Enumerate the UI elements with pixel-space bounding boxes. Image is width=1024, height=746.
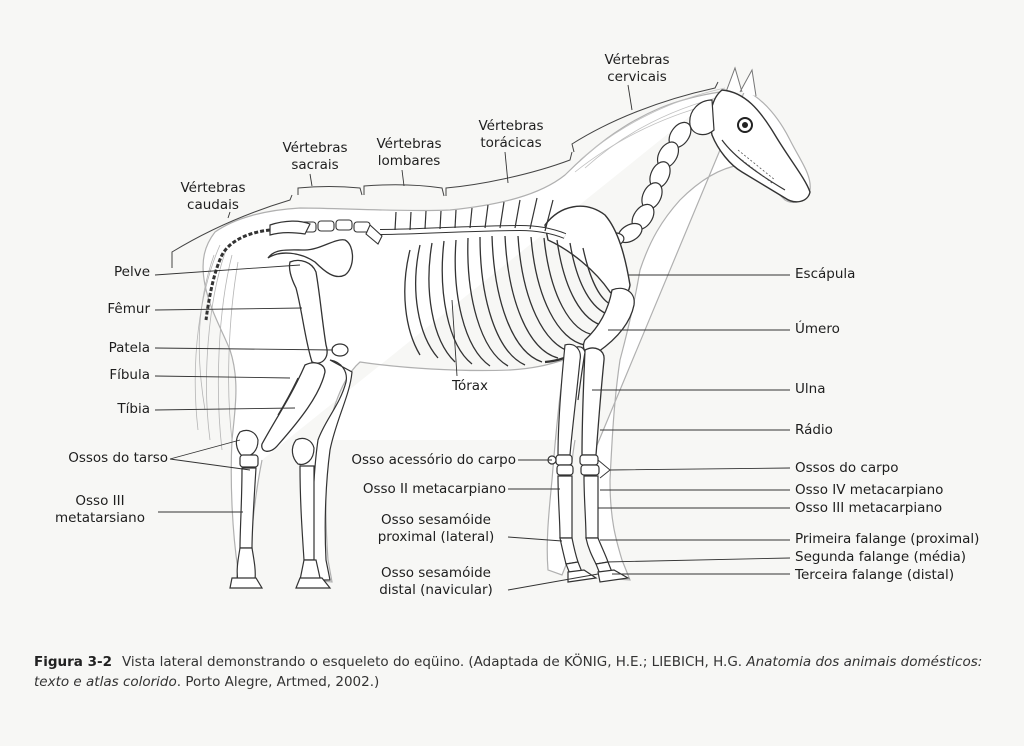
metatarsus-near — [240, 468, 256, 548]
label-osso-iii-metacarpiano: Osso III metacarpiano — [795, 500, 943, 516]
label-segunda-falange: Segunda falange (média) — [795, 549, 967, 565]
patella-bone — [332, 344, 348, 356]
label-primeira-falange: Primeira falange (proximal) — [795, 531, 980, 547]
label-terceira-falange: Terceira falange (distal) — [795, 567, 955, 583]
label-ulna: Ulna — [795, 381, 826, 397]
label-vertebras-toracicas: Vértebras torácicas — [478, 118, 544, 151]
tarsus-bones — [236, 430, 258, 467]
label-umero: Úmero — [795, 321, 840, 337]
label-pelve: Pelve — [113, 264, 150, 280]
caption-book-title: Anatomia dos animais domésticos: texto e atlas colorido — [34, 654, 983, 690]
orbit-inner — [742, 122, 748, 128]
scapula-bone — [545, 206, 630, 296]
caption-text-1: Vista lateral demonstrando o esqueleto do eqüino. (Adaptada de KÖNIG, H.E.; LIEBICH, H.G. — [121, 654, 747, 670]
label-osso-acessorio-do-carpo: Osso acessório do carpo — [351, 452, 516, 468]
label-vertebras-cervicais: Vértebras cervicais — [604, 52, 670, 85]
label-radio: Rádio — [795, 422, 833, 438]
label-torax: Tórax — [452, 378, 489, 394]
label-tibia: Tíbia — [117, 401, 150, 417]
metacarpus-near — [584, 476, 598, 538]
label-escapula: Escápula — [795, 266, 856, 282]
label-ossos-do-carpo: Ossos do carpo — [795, 460, 899, 476]
hind-hoof-near — [230, 578, 262, 588]
label-ossos-do-tarso: Ossos do tarso — [68, 450, 168, 466]
label-vertebras-lombares: Vértebras lombares — [376, 136, 442, 169]
caption-text-2: . Porto Alegre, Artmed, 2002.) — [176, 674, 380, 690]
label-vertebras-caudais: Vértebras caudais — [180, 180, 246, 213]
caption-figure-number: Figura 3-2 — [34, 654, 112, 670]
label-osso-iii-metatarsiano: Osso III metatarsiano — [54, 493, 145, 526]
label-patela: Patela — [108, 340, 150, 356]
label-osso-iv-metacarpiano: Osso IV metacarpiano — [795, 482, 944, 498]
label-femur: Fêmur — [107, 301, 150, 317]
label-osso-sesamoide-distal: Osso sesamóide distal (navicular) — [379, 565, 493, 598]
metacarpus-far — [558, 476, 572, 538]
sacrum — [270, 221, 310, 235]
label-osso-sesamoide-proximal: Osso sesamóide proximal (lateral) — [377, 512, 495, 545]
label-fibula: Fíbula — [109, 367, 150, 383]
hind-phalanges-near — [237, 548, 255, 582]
label-vertebras-sacrais: Vértebras sacrais — [282, 140, 348, 173]
figure-caption — [34, 652, 994, 692]
label-osso-ii-metacarpiano: Osso II metacarpiano — [362, 481, 506, 497]
